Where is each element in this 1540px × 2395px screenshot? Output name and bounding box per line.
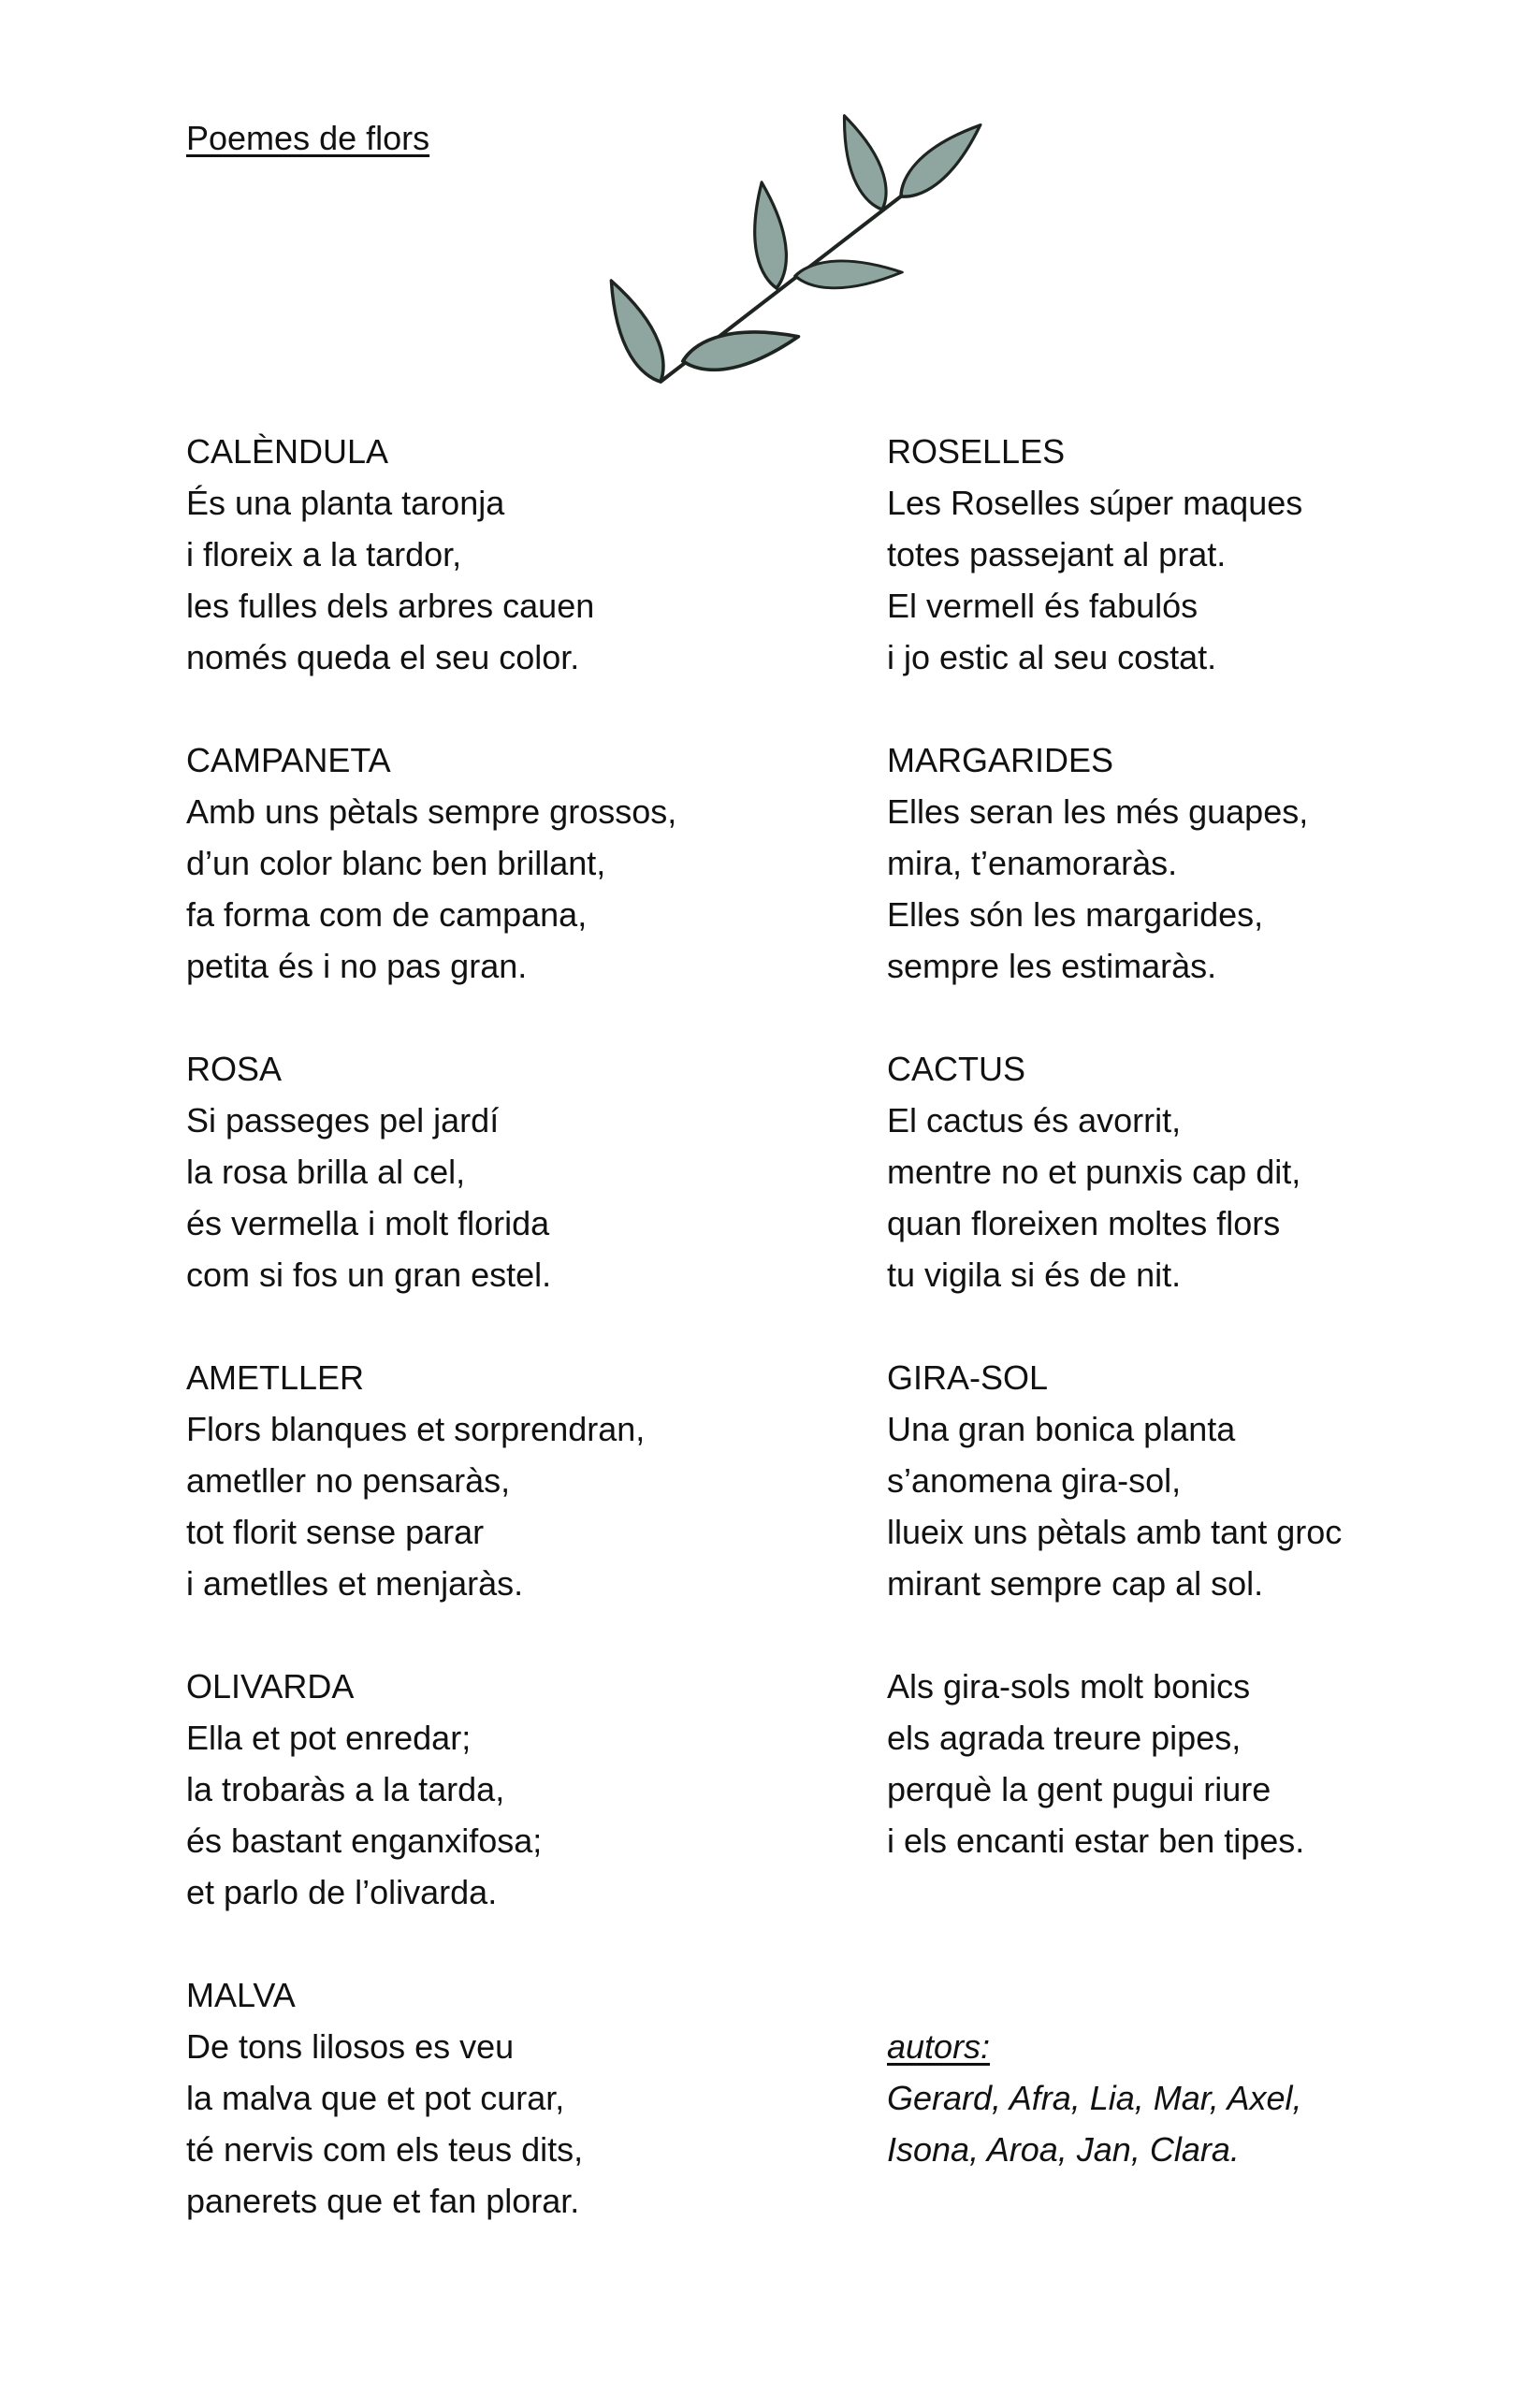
leaf-shape [831,110,895,215]
poems-right-column [887,426,1523,2175]
poem-line: petita és i no pas gran. [186,947,528,985]
poem-line: panerets que et fan plorar. [186,2182,580,2220]
poem-title: MALVA [186,1976,296,2014]
leaf-shape [891,114,990,208]
poem-title: ROSA [186,1050,283,1088]
leaf-shape [597,274,675,389]
poem-line: tu vigila si és de nit. [887,1256,1182,1294]
leaf-branch-icon [578,84,1018,440]
authors-label: autors: [887,2027,991,2066]
poem [186,1352,841,1609]
poem-title: CACTUS [887,1050,1026,1088]
poem-line: Als gira-sols molt bonics [887,1667,1251,1706]
poem [887,1352,1523,1609]
poem-line: És una planta taronja [186,484,505,522]
poem-title: GIRA-SOL [887,1358,1049,1397]
poem-title: ROSELLES [887,432,1066,471]
poem [186,734,841,992]
poems-left-column [186,426,841,2278]
authors-block [887,2021,1523,2175]
page-title: Poemes de flors [186,119,430,157]
poem-line: la trobaràs a la tarda, [186,1770,505,1808]
poem-line: com si fos un gran estel. [186,1256,552,1294]
poem-title: AMETLLER [186,1358,365,1397]
poem-line: mirant sempre cap al sol. [887,1564,1264,1603]
poem-line: les fulles dels arbres cauen [186,587,595,625]
leaf-shape [679,320,802,377]
poem-line: totes passejant al prat. [887,535,1227,573]
poem-line: la rosa brilla al cel, [186,1153,466,1191]
poem-line: Una gran bonica planta [887,1410,1236,1448]
poem-title: MARGARIDES [887,741,1114,779]
poem-line: Si passeges pel jardí [186,1101,500,1139]
poem [887,426,1523,683]
poem-line: la malva que et pot curar, [186,2079,565,2117]
poem-line: mentre no et punxis cap dit, [887,1153,1301,1191]
authors-line: Isona, Aroa, Jan, Clara. [887,2130,1240,2169]
poem-line: i ametlles et menjaràs. [186,1564,524,1603]
poem-line: El vermell és fabulós [887,587,1199,625]
poem [186,426,841,683]
leaf-shape [747,181,791,290]
poem-line: Ella et pot enredar; [186,1719,472,1757]
poem [887,1661,1523,1866]
poem-line: tot florit sense parar [186,1513,485,1551]
poem-line: De tons lilosos es veu [186,2027,515,2066]
poem-line: llueix uns pètals amb tant groc [887,1513,1343,1551]
poem-line: només queda el seu color. [186,638,580,676]
poem-line: és bastant enganxifosa; [186,1822,543,1860]
poem-line: té nervis com els teus dits, [186,2130,584,2169]
poem-line: ametller no pensaràs, [186,1461,511,1500]
poem [186,1969,841,2227]
poem-line: quan floreixen moltes flors [887,1204,1281,1242]
poem-line: Les Roselles súper maques [887,484,1303,522]
poem-line: s’anomena gira-sol, [887,1461,1182,1500]
poem-line: et parlo de l’olivarda. [186,1873,498,1911]
poem-line: és vermella i molt florida [186,1204,550,1242]
poem-line: sempre les estimaràs. [887,947,1217,985]
poem-title: CAMPANETA [186,741,391,779]
poem-line: mira, t’enamoraràs. [887,844,1178,882]
poem-line: Amb uns pètals sempre grossos, [186,792,677,831]
authors-line: Gerard, Afra, Lia, Mar, Axel, [887,2079,1302,2117]
poem-line: El cactus és avorrit, [887,1101,1182,1139]
poem-line: d’un color blanc ben brillant, [186,844,606,882]
poem [186,1043,841,1300]
poem [887,1043,1523,1300]
poem-line: i jo estic al seu costat. [887,638,1217,676]
poem-title: CALÈNDULA [186,432,389,471]
poem-line: els agrada treure pipes, [887,1719,1242,1757]
poem-line: i floreix a la tardor, [186,535,462,573]
poem-line: i els encanti estar ben tipes. [887,1822,1305,1860]
poem-line: fa forma com de campana, [186,895,588,934]
poem-title: OLIVARDA [186,1667,355,1706]
poem-line: perquè la gent pugui riure [887,1770,1271,1808]
poem-line: Flors blanques et sorprendran, [186,1410,646,1448]
poem-line: Elles seran les més guapes, [887,792,1309,831]
poem [186,1661,841,1918]
poem [887,734,1523,992]
poem-line: Elles són les margarides, [887,895,1264,934]
